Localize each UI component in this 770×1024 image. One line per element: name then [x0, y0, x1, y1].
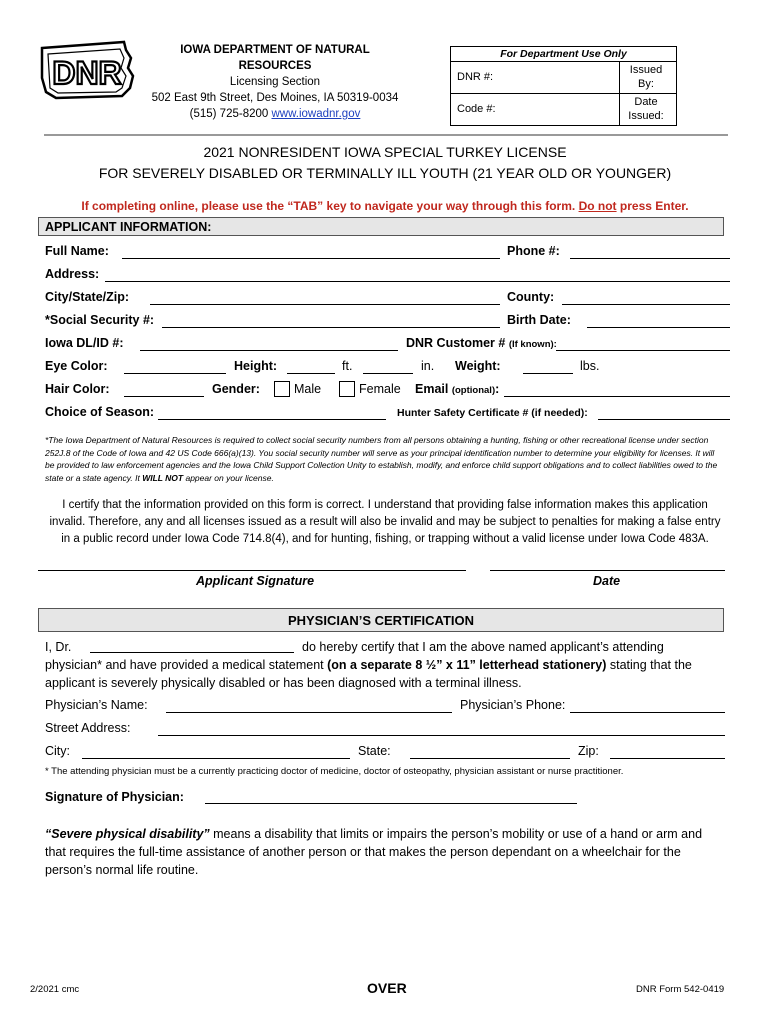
full-name-field[interactable]: [122, 258, 500, 259]
zip-label: Zip:: [578, 744, 599, 758]
department-use-box: [450, 46, 677, 126]
footer-over: OVER: [367, 980, 407, 996]
height-inches-field[interactable]: [363, 373, 413, 374]
form-title: [60, 142, 710, 184]
statement-emphasis: (on a separate 8 ½” x 11” letterhead stationery): [327, 658, 607, 672]
definition-text: means a disability that limits or impairs the person’s mobility or use of a hand or arm and that requires the full-time assistance of another person or that makes the person dependant on a wheelchair for the person’s normal life routine.: [45, 827, 703, 877]
full-name-label: Full Name:: [45, 244, 109, 258]
box-divider: [619, 93, 676, 94]
county-field[interactable]: [562, 304, 730, 305]
hunter-safety-label: Hunter Safety Certificate # (if needed):: [397, 407, 588, 419]
email-label: [415, 382, 499, 396]
phone-field[interactable]: [570, 258, 730, 259]
city-label: City:: [45, 744, 70, 758]
address-label: Address:: [45, 267, 100, 281]
physician-name-field[interactable]: [166, 712, 452, 713]
code-number-label: Code #:: [457, 103, 496, 115]
form-title-line-2: FOR SEVERELY DISABLED OR TERMINALLY ILL YOUTH (21 YEAR OLD OR YOUNGER): [98, 165, 672, 181]
ssn-field[interactable]: [162, 327, 500, 328]
notice-emphasis: Do not: [578, 199, 617, 213]
state-label: State:: [358, 744, 391, 758]
department-use-title: For Department Use Only: [451, 47, 676, 62]
feet-unit: ft.: [342, 359, 353, 373]
street-address-label: Street Address:: [45, 721, 131, 735]
signature-date-field[interactable]: [490, 570, 725, 571]
footer-form-number: DNR Form 542-0419: [636, 984, 725, 995]
dnr-customer-text: DNR Customer #: [406, 336, 506, 350]
height-label: Height:: [234, 359, 278, 373]
form-title-line-1: 2021 NONRESIDENT IOWA SPECIAL TURKEY LICENSE: [203, 144, 567, 160]
statement-text: physician* and have provided a medical statement: [45, 658, 328, 672]
severe-disability-definition: [45, 825, 725, 879]
physician-section-header: PHYSICIAN’S CERTIFICATION: [38, 608, 724, 632]
physician-signature-label: Signature of Physician:: [45, 790, 184, 804]
inches-unit: in.: [421, 359, 435, 373]
box-divider: [451, 93, 619, 94]
birth-date-label: Birth Date:: [507, 313, 571, 327]
agency-name: IOWA DEPARTMENT OF NATURAL RESOURCES: [180, 44, 370, 72]
physician-i-dr: I, Dr.: [45, 640, 72, 654]
male-checkbox[interactable]: [274, 381, 290, 397]
city-field[interactable]: [82, 758, 350, 759]
physician-signature-field[interactable]: [205, 803, 577, 804]
physician-name-label: Physician’s Name:: [45, 698, 148, 712]
notice-text: If completing online, please use the “TAB” key to navigate your way through this form.: [81, 199, 579, 213]
doctor-name-field[interactable]: [90, 652, 294, 653]
notice-text-end: press Enter.: [616, 199, 689, 213]
ssn-disclosure-text: *The Iowa Department of Natural Resources is required to collect social security numbers from all persons obtaining a hunting, fishing or other recreational license under section 252J.8 of the Code of Iowa and 42 US Code 666(a)(13). You social security number will serve as your principal identification number to determine your eligibility for licenses. It will be provided to law enforcement agencies and the Iowa Child Support Collection Unity to establish, modify, and enforce child support obligations and to collect liabilities owed to the state or a state agency. It: [45, 435, 718, 483]
female-checkbox[interactable]: [339, 381, 355, 397]
agency-website-link[interactable]: www.iowadnr.gov: [271, 108, 361, 120]
svg-text:DNR: DNR: [52, 55, 122, 91]
city-state-zip-label: City/State/Zip:: [45, 290, 130, 304]
physician-statement-line-1: do hereby certify that I am the above named applicant’s attending: [302, 640, 664, 654]
issued-by-label: Issued By:: [629, 64, 663, 90]
weight-label: Weight:: [455, 359, 501, 373]
physician-phone-field[interactable]: [570, 712, 725, 713]
ssn-disclosure: [45, 434, 721, 484]
gender-label: Gender:: [212, 382, 260, 396]
hunter-safety-field[interactable]: [598, 419, 730, 420]
physician-statement-line-2: [45, 656, 735, 674]
zip-field[interactable]: [610, 758, 725, 759]
male-label: Male: [294, 382, 322, 396]
dnr-customer-field[interactable]: [556, 350, 730, 351]
birth-date-field[interactable]: [587, 327, 730, 328]
hair-color-field[interactable]: [124, 396, 204, 397]
eye-color-label: Eye Color:: [45, 359, 108, 373]
optional-note: (optional): [451, 385, 496, 396]
physician-phone-label: Physician’s Phone:: [460, 698, 566, 712]
city-state-zip-field[interactable]: [150, 304, 500, 305]
definition-term: “Severe physical disability”: [45, 827, 210, 841]
phone-label: Phone #:: [507, 244, 560, 258]
street-address-field[interactable]: [158, 735, 725, 736]
weight-field[interactable]: [523, 373, 573, 374]
agency-address: 502 East 9th Street, Des Moines, IA 50319-0034: [151, 92, 399, 104]
applicant-signature-field[interactable]: [38, 570, 466, 571]
state-field[interactable]: [410, 758, 570, 759]
signature-date-caption: Date: [593, 574, 621, 588]
ssn-disclosure-end: appear on your license.: [183, 472, 274, 483]
agency-phone: (515) 725-8200: [189, 108, 269, 120]
if-known-note: (If known):: [508, 339, 557, 350]
height-feet-field[interactable]: [287, 373, 335, 374]
applicant-signature-caption: Applicant Signature: [196, 574, 315, 588]
eye-color-field[interactable]: [124, 373, 226, 374]
dl-id-field[interactable]: [140, 350, 398, 351]
pounds-unit: lbs.: [580, 359, 600, 373]
address-field[interactable]: [105, 281, 730, 282]
dnr-logo: [38, 38, 136, 102]
navigation-notice: [30, 199, 740, 213]
applicant-certification: I certify that the information provided on this form is correct. I understand that providing false information makes this application invalid. Therefore, any and all licenses issued as a result will also be invalid and may be subject to penalties for making a false entry in a public record under Iowa Code 714.8(4), and for hunting, fishing, or trapping without a valid license under Iowa Code 483A.: [49, 499, 721, 545]
dl-id-label: Iowa DL/ID #:: [45, 336, 124, 350]
agency-contact: [146, 106, 404, 122]
county-label: County:: [507, 290, 555, 304]
email-field[interactable]: [504, 396, 730, 397]
physician-statement-line-3: applicant is severely physically disabled or has been diagnosed with a terminal illness.: [45, 676, 522, 690]
ssn-disclosure-emphasis: WILL NOT: [142, 472, 184, 483]
dnr-customer-label: [406, 336, 557, 350]
hair-color-label: Hair Color:: [45, 382, 110, 396]
season-field[interactable]: [158, 419, 386, 420]
email-colon: :: [495, 382, 500, 396]
agency-block: [146, 42, 404, 122]
footer-revision: 2/2021 cmc: [30, 984, 80, 995]
header-divider: [44, 134, 728, 136]
statement-text-end: stating that the: [606, 658, 692, 672]
season-label: Choice of Season:: [45, 405, 155, 419]
physician-qualification-note: * The attending physician must be a currently practicing doctor of medicine, doctor of osteopathy, physician assistant or nurse practitioner.: [45, 766, 624, 777]
ssn-label: *Social Security #:: [45, 313, 155, 327]
female-label: Female: [359, 382, 401, 396]
email-text: Email: [415, 382, 449, 396]
agency-section: Licensing Section: [229, 76, 321, 88]
date-issued-label: Date Issued:: [628, 96, 664, 122]
dnr-number-label: DNR #:: [457, 71, 494, 83]
applicant-section-header: APPLICANT INFORMATION:: [38, 217, 724, 236]
